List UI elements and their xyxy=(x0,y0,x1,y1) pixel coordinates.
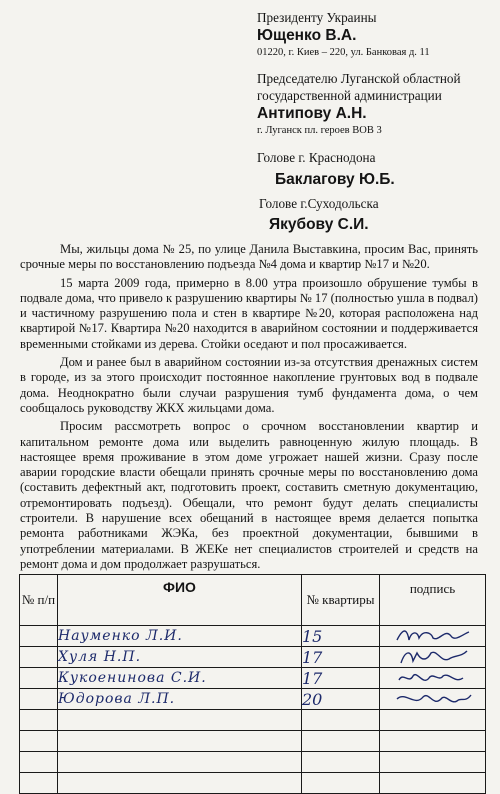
table-row xyxy=(20,773,486,794)
header-signature: подпись xyxy=(380,575,486,626)
cell-fio: Хуля Н.П. xyxy=(58,647,302,668)
cell-fio: Кукоенинова С.И. xyxy=(58,668,302,689)
recipient-president xyxy=(257,9,430,60)
cell-apartment xyxy=(302,731,380,752)
signature-table xyxy=(19,574,486,794)
cell-signature xyxy=(380,626,486,647)
recipient-title: Президенту Украины xyxy=(257,10,377,25)
table-row xyxy=(20,668,486,689)
handwritten-signature xyxy=(393,689,473,709)
recipient-name: Антипову А.Н. xyxy=(257,105,367,122)
cell-apartment xyxy=(302,752,380,773)
cell-num xyxy=(20,626,58,647)
recipient-name: Ющенко В.А. xyxy=(257,27,357,44)
recipient-title: Голове г. Краснодона xyxy=(257,150,376,165)
table-row xyxy=(20,752,486,773)
handwritten-signature xyxy=(393,626,473,646)
cell-num xyxy=(20,773,58,794)
letter-body xyxy=(20,242,478,575)
recipient-address: г. Луганск пл. героев ВОВ 3 xyxy=(257,125,382,136)
cell-fio xyxy=(58,773,302,794)
cell-fio: Юдорова Л.П. xyxy=(58,689,302,710)
header-apartment: № квартиры xyxy=(302,575,380,626)
recipient-title-line1: Председателю Луганской областной xyxy=(257,71,461,86)
recipient-sukhodolsk xyxy=(259,195,379,235)
cell-num xyxy=(20,731,58,752)
cell-num xyxy=(20,668,58,689)
cell-signature xyxy=(380,668,486,689)
cell-num xyxy=(20,689,58,710)
recipient-lugansk-administration xyxy=(257,70,461,138)
cell-signature xyxy=(380,647,486,668)
cell-apartment: 17 xyxy=(302,647,380,668)
recipient-name: Якубову С.И. xyxy=(269,216,369,233)
table-row xyxy=(20,731,486,752)
cell-apartment xyxy=(302,773,380,794)
cell-signature xyxy=(380,773,486,794)
cell-apartment: 20 xyxy=(302,689,380,710)
cell-fio xyxy=(58,731,302,752)
cell-apartment xyxy=(302,710,380,731)
cell-signature xyxy=(380,731,486,752)
table-row xyxy=(20,626,486,647)
recipient-name: Баклагову Ю.Б. xyxy=(275,171,395,188)
table-header-row xyxy=(20,575,486,626)
table-row xyxy=(20,710,486,731)
cell-fio: Науменко Л.И. xyxy=(58,626,302,647)
cell-signature xyxy=(380,710,486,731)
recipient-krasnodon xyxy=(257,149,395,190)
handwritten-signature xyxy=(393,668,473,688)
cell-fio xyxy=(58,710,302,731)
recipient-address: 01220, г. Киев – 220, ул. Банковая д. 11 xyxy=(257,47,430,58)
cell-fio xyxy=(58,752,302,773)
cell-signature xyxy=(380,689,486,710)
handwritten-signature xyxy=(393,647,473,667)
header-num: № п/п xyxy=(20,575,58,626)
recipient-title: Голове г.Суходольска xyxy=(259,196,379,211)
cell-num xyxy=(20,752,58,773)
paragraph-history: Дом и ранее был в аварийном состоянии из-за отсутствия дренажных систем в городе, из за этого происходит постоянное накопление грунтовых вод в подвале дома. Неоднократно были случаи разрушения тумб фундамента дома, о чем сообщалось руководству ЖКХ жильцами дома. xyxy=(20,355,478,415)
header-fio: ФИО xyxy=(58,575,302,626)
cell-num xyxy=(20,647,58,668)
paragraph-request: Мы, жильцы дома № 25, по улице Данила Выставкина, просим Вас, принять срочные меры по восстановлению подъезда №4 дома и квартир №17 и №20. xyxy=(20,242,478,272)
recipient-title-line2: государственной администрации xyxy=(257,88,442,103)
paragraph-incident: 15 марта 2009 года, примерно в 8.00 утра произошло обрушение тумбы в подвале дома, что привело к разрушению квартиры № 17 (полностью ушла в подвал) и частичному разрушению пола и стен в квартире №20, которая расположена над квартирой №17. Квартира №20 находится в аварийном состоянии и поддерживается временными стойками из дерева. Стойки оседают и пол просаживается. xyxy=(20,275,478,351)
cell-num xyxy=(20,710,58,731)
cell-apartment: 17 xyxy=(302,668,380,689)
cell-apartment: 15 xyxy=(302,626,380,647)
paragraph-demands: Просим рассмотреть вопрос о срочном восстановлении квартир и капитальном ремонте дома или выделить равноценную жилую площадь. В настоящее время проживание в этом доме угрожает нашей жизни. Сразу после аварии городские власти обещали принять срочные меры по восстановлению дома (составить дефектный акт, подготовить проект, составить сметную документацию, отремонтировать подъезд). Обещали, что ремонт будут делать специалисты строители. В нарушение всех обещаний в настоящее время делается попытка ремонта работниками ЖЭКа, без проектной документации, бывшими в употреблении материалами. В ЖЕКе нет специалистов строителей и средств на ремонт дома и дом продолжает разрушаться. xyxy=(20,419,478,571)
cell-signature xyxy=(380,752,486,773)
table-row xyxy=(20,647,486,668)
table-row xyxy=(20,689,486,710)
